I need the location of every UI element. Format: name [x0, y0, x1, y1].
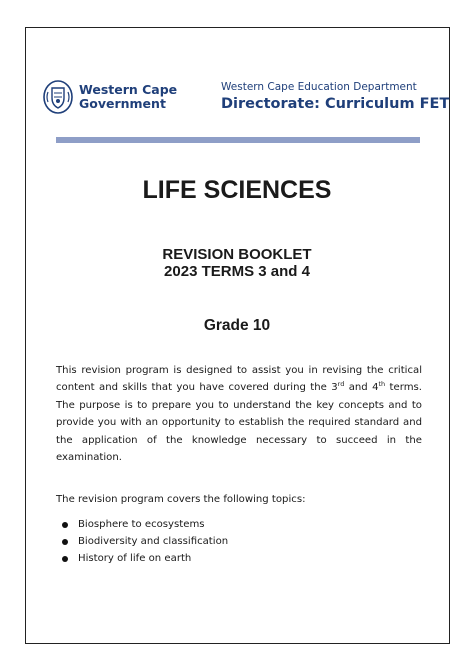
- topics-intro: The revision program covers the following topics:: [56, 494, 306, 505]
- topic-label: Biodiversity and classification: [78, 536, 229, 547]
- intro-text-1: This revision program is designed to assist you in revising the critical content and skills that you have covered during the 3: [56, 365, 422, 394]
- list-item: [62, 550, 228, 567]
- topic-list: [62, 516, 228, 567]
- department-name: Western Cape Education Department: [221, 81, 417, 93]
- intro-paragraph: [56, 362, 422, 466]
- coat-of-arms-icon: [43, 80, 73, 114]
- intro-text-3: terms. The purpose is to prepare you to understand the key concepts and to provide you with an opportunity to establish the required standard and the application of the knowledge necessary to succeed in the examination.: [56, 382, 422, 464]
- directorate-name: Directorate: Curriculum FET: [221, 96, 450, 112]
- org-name-line2: Government: [79, 96, 166, 111]
- grade-label: Grade 10: [203, 317, 271, 334]
- header-divider: [56, 137, 420, 143]
- document-term: 2023 TERMS 3 and 4: [164, 263, 310, 280]
- org-name-line1: Western Cape: [79, 82, 178, 97]
- bullet-icon: [62, 539, 68, 545]
- intro-text-2: and 4: [344, 382, 379, 394]
- intro-sup-th: th: [378, 380, 386, 389]
- bullet-icon: [62, 556, 68, 562]
- list-item: [62, 533, 228, 550]
- intro-sup-rd: rd: [337, 380, 345, 389]
- topic-label: History of life on earth: [78, 553, 192, 564]
- list-item: [62, 516, 228, 533]
- topic-label: Biosphere to ecosystems: [78, 519, 205, 530]
- department-heading: [221, 80, 450, 114]
- bullet-icon: [62, 522, 68, 528]
- document-title: LIFE SCIENCES: [142, 176, 332, 204]
- document-subtitle: REVISION BOOKLET: [162, 246, 312, 263]
- western-cape-government-logo: [43, 80, 177, 114]
